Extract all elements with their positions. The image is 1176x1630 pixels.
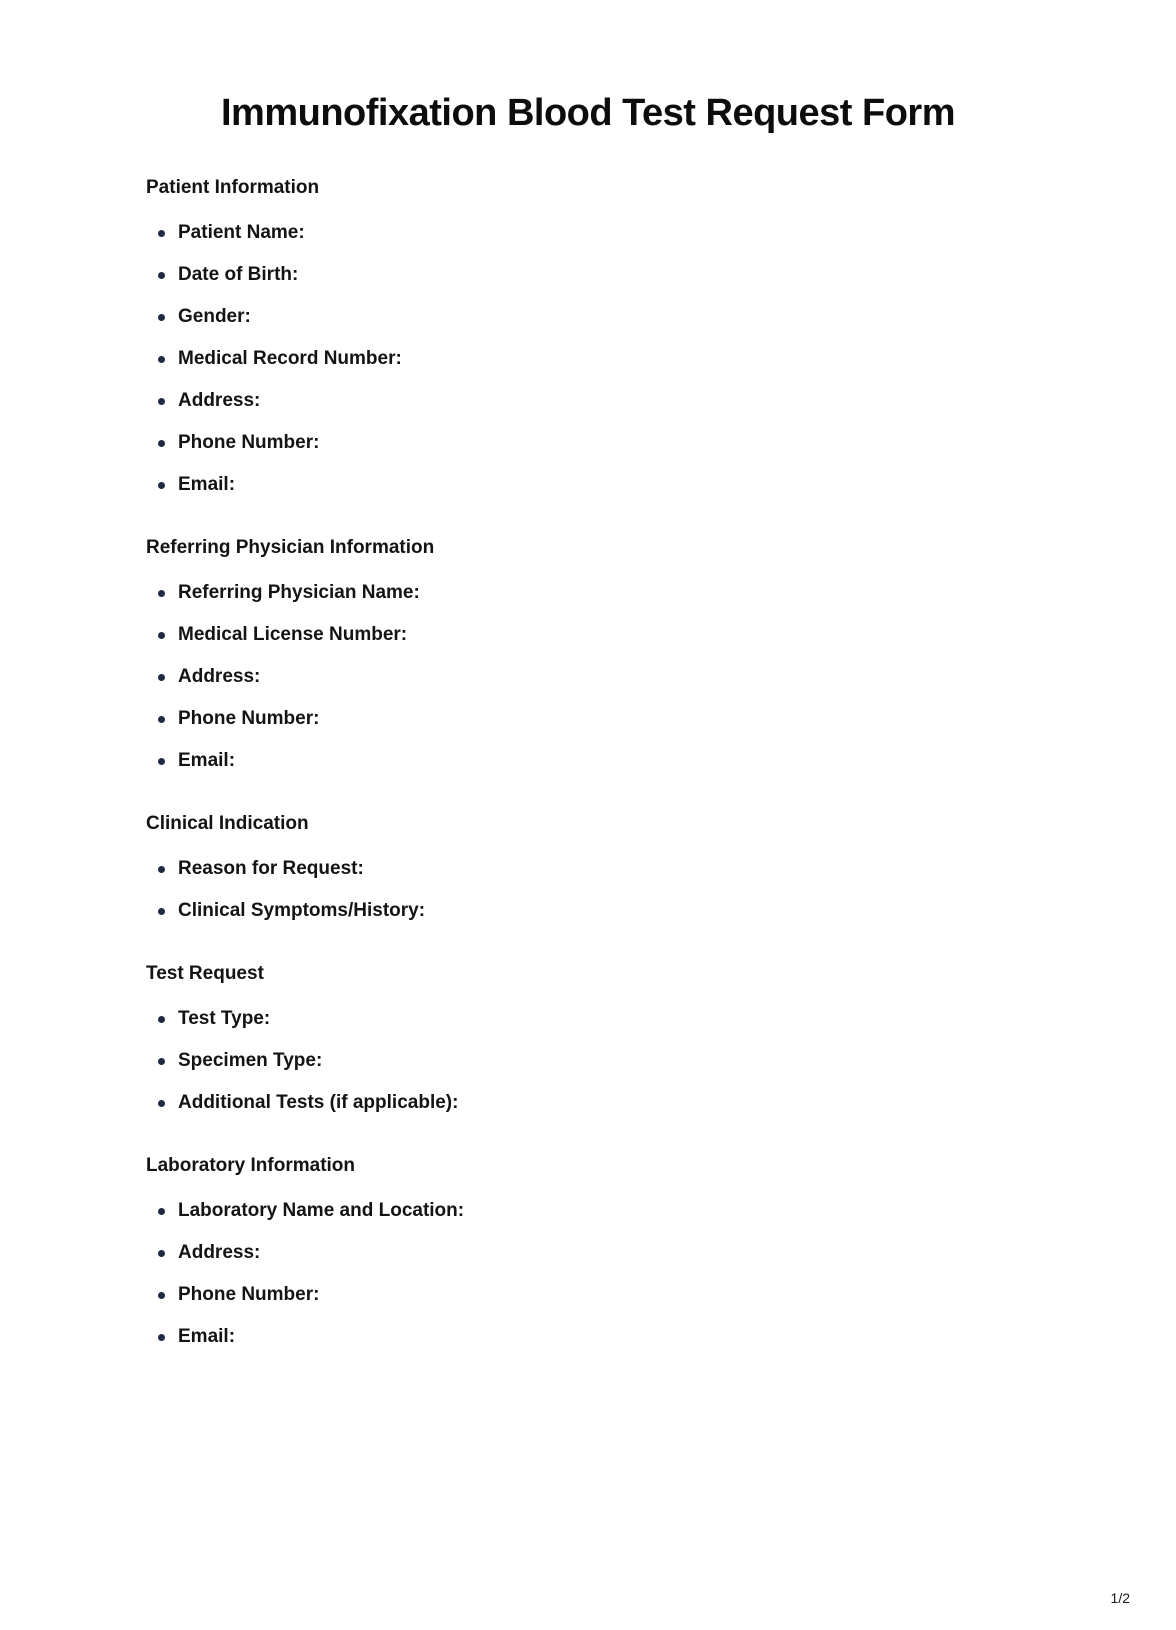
bullet-icon — [158, 590, 165, 597]
form-section — [146, 1155, 1030, 1347]
list-item — [158, 1009, 1030, 1029]
bullet-list — [146, 223, 1030, 495]
bullet-icon — [158, 674, 165, 681]
bullet-icon — [158, 356, 165, 363]
list-item — [158, 859, 1030, 879]
page-number-indicator: 1/2 — [1110, 1590, 1130, 1606]
list-item-label: Email: — [178, 1326, 236, 1347]
section-heading: Referring Physician Information — [146, 537, 435, 558]
form-section — [146, 813, 1030, 921]
form-sections — [0, 135, 1176, 1347]
list-item-label: Referring Physician Name: — [178, 582, 420, 603]
list-item — [158, 475, 1030, 495]
list-item-label: Medical Record Number: — [178, 348, 402, 369]
bullet-icon — [158, 482, 165, 489]
list-item-label: Laboratory Name and Location: — [178, 1200, 465, 1221]
list-item-label: Phone Number: — [178, 1284, 320, 1305]
bullet-icon — [158, 1208, 165, 1215]
list-item-label: Reason for Request: — [178, 858, 364, 879]
bullet-list — [146, 1201, 1030, 1347]
section-heading: Test Request — [146, 963, 264, 984]
list-item — [158, 583, 1030, 603]
bullet-list — [146, 859, 1030, 921]
list-item-label: Test Type: — [178, 1008, 271, 1029]
list-item — [158, 307, 1030, 327]
list-item — [158, 1285, 1030, 1305]
bullet-icon — [158, 632, 165, 639]
section-heading: Clinical Indication — [146, 813, 309, 834]
bullet-icon — [158, 1100, 165, 1107]
form-section — [146, 537, 1030, 771]
bullet-icon — [158, 1250, 165, 1257]
list-item — [158, 1327, 1030, 1347]
bullet-icon — [158, 1292, 165, 1299]
list-item — [158, 1051, 1030, 1071]
bullet-icon — [158, 1058, 165, 1065]
list-item — [158, 265, 1030, 285]
form-section — [146, 177, 1030, 495]
list-item — [158, 751, 1030, 771]
bullet-icon — [158, 440, 165, 447]
bullet-icon — [158, 1334, 165, 1341]
bullet-icon — [158, 908, 165, 915]
list-item — [158, 349, 1030, 369]
bullet-list — [146, 1009, 1030, 1113]
list-item — [158, 391, 1030, 411]
list-item-label: Address: — [178, 390, 261, 411]
list-item — [158, 1201, 1030, 1221]
list-item-label: Phone Number: — [178, 708, 320, 729]
list-item-label: Patient Name: — [178, 222, 305, 243]
list-item-label: Phone Number: — [178, 432, 320, 453]
list-item — [158, 433, 1030, 453]
list-item-label: Date of Birth: — [178, 264, 299, 285]
section-heading: Patient Information — [146, 177, 320, 198]
list-item-label: Email: — [178, 474, 236, 495]
list-item — [158, 223, 1030, 243]
bullet-list — [146, 583, 1030, 771]
bullet-icon — [158, 1016, 165, 1023]
list-item-label: Medical License Number: — [178, 624, 408, 645]
list-item — [158, 1093, 1030, 1113]
bullet-icon — [158, 716, 165, 723]
bullet-icon — [158, 272, 165, 279]
form-section — [146, 963, 1030, 1113]
bullet-icon — [158, 758, 165, 765]
bullet-icon — [158, 314, 165, 321]
bullet-icon — [158, 398, 165, 405]
list-item-label: Clinical Symptoms/History: — [178, 900, 426, 921]
list-item — [158, 709, 1030, 729]
bullet-icon — [158, 230, 165, 237]
section-heading: Laboratory Information — [146, 1155, 356, 1176]
list-item-label: Specimen Type: — [178, 1050, 323, 1071]
list-item-label: Address: — [178, 1242, 261, 1263]
list-item-label: Email: — [178, 750, 236, 771]
list-item — [158, 1243, 1030, 1263]
list-item-label: Additional Tests (if applicable): — [178, 1092, 459, 1113]
list-item-label: Gender: — [178, 306, 251, 327]
list-item — [158, 667, 1030, 687]
page-title: Immunofixation Blood Test Request Form — [221, 92, 955, 134]
list-item-label: Address: — [178, 666, 261, 687]
list-item — [158, 625, 1030, 645]
bullet-icon — [158, 866, 165, 873]
list-item — [158, 901, 1030, 921]
